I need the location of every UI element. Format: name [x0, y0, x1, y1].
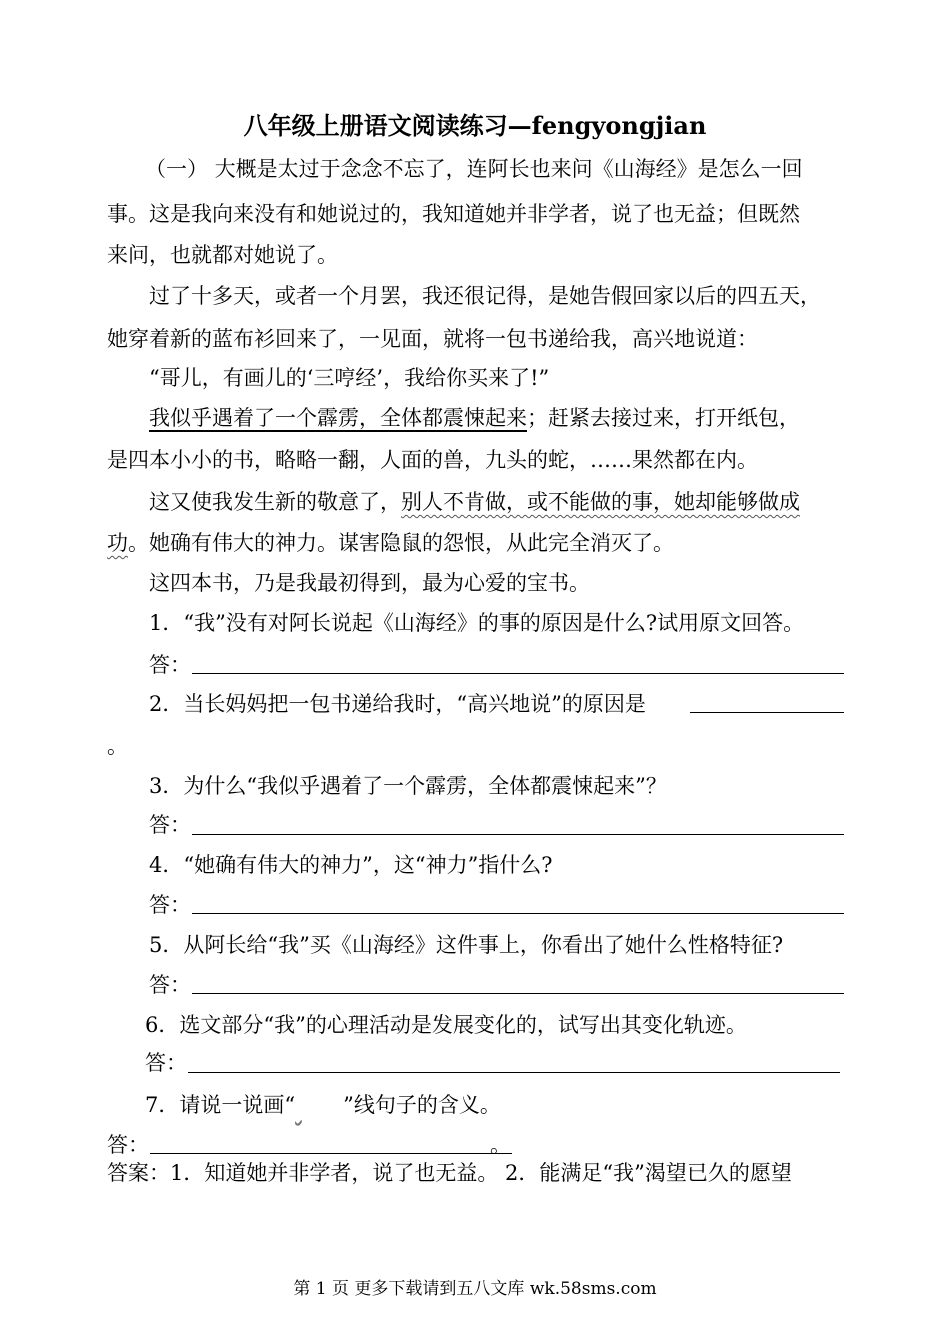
- passage-p2-line1: 过了十多天，或者一个月罢，我还很记得，是她告假回家以后的四五天，: [149, 284, 821, 308]
- underlined-sentence: 我似乎遇着了一个霹雳，全体都震悚起来: [149, 406, 527, 430]
- answer-label-6: 答：: [145, 1051, 187, 1075]
- answer-line-6[interactable]: [188, 1072, 840, 1073]
- question-7-start: 7．请说一说画“: [145, 1093, 296, 1117]
- passage-p5-line2: [107, 528, 674, 558]
- answer-line-5[interactable]: [192, 993, 844, 994]
- answer-label-3: 答：: [149, 813, 191, 837]
- answer-label-4: 答：: [149, 893, 191, 917]
- passage-p1-line2: 事。这是我向来没有和她说过的，我知道她并非学者，说了也无益；但既然: [107, 202, 800, 226]
- passage-p4-rest: ；赶紧去接过来，打开纸包，: [527, 406, 800, 430]
- question-5: 5．从阿长给“我”买《山海经》这件事上，你看出了她什么性格特征?: [149, 933, 784, 957]
- wavy-line-sample: [295, 1094, 343, 1114]
- answer-label-5: 答：: [149, 973, 191, 997]
- passage-p5-rest: 。她确有伟大的神力。谋害隐鼠的怨恨，从此完全消灭了。: [128, 531, 674, 555]
- passage-p5-line1: [149, 487, 800, 517]
- answer-line-1[interactable]: [192, 673, 844, 674]
- question-4: 4．“她确有伟大的神力”，这“神力”指什么?: [149, 853, 553, 877]
- passage-p4-line2: 是四本小小的书，略略一翻，人面的兽，九头的蛇，……果然都在内。: [107, 448, 758, 472]
- answer-key: 答案：1．知道她并非学者，说了也无益。 2．能满足“我”渴望已久的愿望: [107, 1161, 792, 1185]
- page-title: 八年级上册语文阅读练习—fengyongjian: [243, 111, 707, 140]
- question-2: 2．当长妈妈把一包书递给我时，“高兴地说”的原因是: [149, 692, 646, 716]
- passage-p6: 这四本书，乃是我最初得到，最为心爱的宝书。: [149, 571, 590, 595]
- answer-line-2[interactable]: [690, 712, 844, 713]
- question-2-end: 。: [107, 734, 128, 758]
- answer-label-1: 答：: [149, 653, 191, 677]
- passage-p1-line3: 来问，也就都对她说了。: [107, 243, 338, 267]
- passage-p2-line2: 她穿着新的蓝布衫回来了，一见面，就将一包书递给我，高兴地说道：: [107, 327, 758, 351]
- answer-line-7[interactable]: [150, 1153, 512, 1154]
- question-6: 6．选文部分“我”的心理活动是发展变化的，试写出其变化轨迹。: [145, 1013, 747, 1037]
- question-7: [145, 1090, 501, 1120]
- passage-p5-start: 这又使我发生新的敬意了，: [149, 490, 401, 514]
- question-7-end: ”线句子的含义。: [343, 1093, 501, 1117]
- wavy-sentence-part2: 功: [107, 531, 128, 555]
- page-footer: 第 1 页 更多下载请到五八文库 wk.58sms.com: [293, 1279, 657, 1299]
- passage-p4-line1: [149, 403, 800, 433]
- question-1: 1．“我”没有对阿长说起《山海经》的事的原因是什么?试用原文回答。: [149, 611, 805, 635]
- answer-7-end: 。: [490, 1133, 511, 1157]
- answer-line-3[interactable]: [192, 834, 844, 835]
- question-3: 3．为什么“我似乎遇着了一个霹雳，全体都震悚起来”？: [149, 774, 667, 798]
- wavy-sentence-part1: 别人不肯做，或不能做的事，她却能够做成: [401, 490, 800, 514]
- passage-p1-line1: （一） 大概是太过于念念不忘了，连阿长也来问《山海经》是怎么一回: [145, 157, 803, 181]
- passage-p3-quote: “哥儿，有画儿的‘三哼经’，我给你买来了!”: [149, 366, 550, 390]
- answer-line-4[interactable]: [192, 913, 844, 914]
- answer-label-7: 答：: [107, 1133, 149, 1157]
